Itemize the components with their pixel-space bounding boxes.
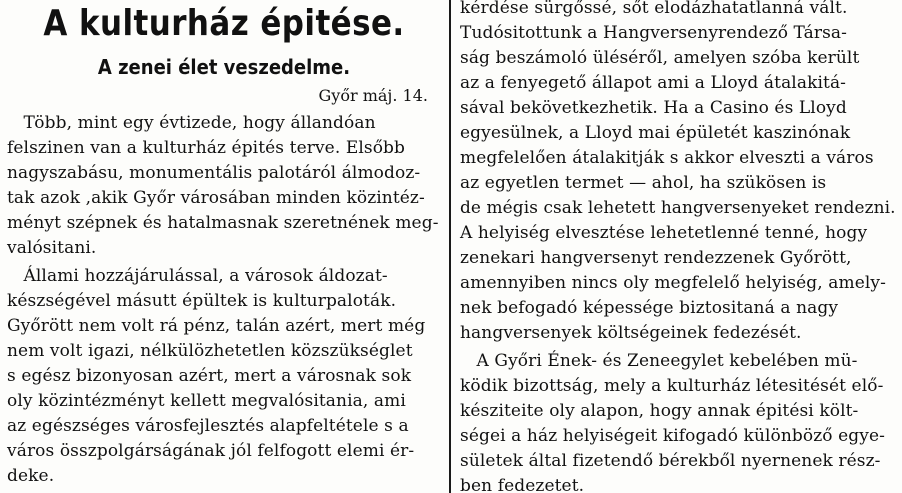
article-headline: A kulturház épitése.: [43, 3, 405, 44]
right-column: [456, 0, 898, 493]
left-text-line: s egész bizonyosan azért, mert a városnak sok: [7, 366, 412, 386]
left-text-line: készségével másutt épültek is kulturpaloták.: [7, 291, 397, 311]
article-dateline: Győr máj. 14.: [318, 86, 428, 105]
left-text-line: Győrött nem volt rá pénz, talán azért, mert még: [7, 316, 426, 336]
left-text-line: város összpolgárságának jól felfogott elemi ér-: [7, 441, 415, 461]
right-text-line: sával bekövetkezhetik. Ha a Casino és Lloyd: [460, 98, 847, 118]
right-text-line: A Győri Ének- és Zeneegylet kebelében mü-: [460, 351, 858, 371]
right-text-line: az egyetlen termet — ahol, ha szükösen is: [460, 173, 827, 193]
left-text-line: nem volt igazi, nélkülözhetetlen közszükséglet: [7, 341, 413, 361]
right-text-line: egyesülnek, a Lloyd mai épületét kaszinónak: [460, 123, 851, 143]
left-text-line: tak azok ,akik Győr városában minden közintéz-: [7, 188, 425, 208]
right-text-line: hangversenyek költségeinek fedezését.: [460, 323, 802, 343]
right-text-line: megfelelően átalakitják s akkor elveszti a város: [460, 148, 874, 168]
left-text-line: ményt szépnek és hatalmasnak szeretnének meg-: [7, 213, 439, 233]
right-text-line: zenekari hangversenyt rendezzenek Győrött,: [460, 248, 852, 268]
right-text-line: ségei a ház helyiségeit kifogadó különböző egye-: [460, 426, 885, 446]
left-text-line: felszinen van a kulturház épités terve. Elsőbb: [7, 138, 405, 158]
right-text-line: amennyiben nincs oly megfelelő helyiség, amely-: [460, 273, 886, 293]
left-text-line: nagyszabásu, monumentális palotáról álmodoz-: [7, 163, 421, 183]
right-text-line: az a fenyegető állapot ami a Lloyd átalakitá-: [460, 73, 847, 93]
right-text-line: Tudósitottunk a Hangversenyrendező Társa-: [460, 23, 848, 43]
right-text-line: ködik bizottság, mely a kulturház létesitését elő-: [460, 376, 884, 396]
right-text-line: ság beszámoló üléséről, amelyen szóba került: [460, 48, 860, 68]
right-text-line: késziteite oly alapon, hogy annak épitési költ-: [460, 401, 859, 421]
column-divider: [449, 0, 451, 493]
right-text-line: kérdése sürgőssé, sőt elodázhatatlanná vált.: [460, 0, 848, 18]
left-text-line: Állami hozzájárulással, a városok áldozat-: [7, 266, 388, 286]
left-text-line: deke.: [7, 466, 55, 486]
right-text-line: A helyiség elvesztése lehetetlenné tenné, hogy: [460, 223, 868, 243]
left-text-line: az egészséges városfejlesztés alapfeltétele s a: [7, 416, 409, 436]
left-column: [0, 0, 448, 493]
left-text-line: oly közintézményt kellett megvalósitania, ami: [7, 391, 406, 411]
article-subheadline: A zenei élet veszedelme.: [97, 55, 351, 79]
left-text-line: Több, mint egy évtizede, hogy állandóan: [7, 113, 376, 133]
right-text-line: de mégis csak lehetett hangversenyeket rendezni.: [460, 198, 896, 218]
right-text-line: nek befogadó képessége biztositaná a nagy: [460, 298, 839, 318]
left-text-line: valósitani.: [7, 238, 97, 258]
right-text-line: sületek által fizetendő bérekből nyernenek rész-: [460, 451, 881, 471]
right-text-line: ben fedezetet.: [460, 476, 585, 493]
